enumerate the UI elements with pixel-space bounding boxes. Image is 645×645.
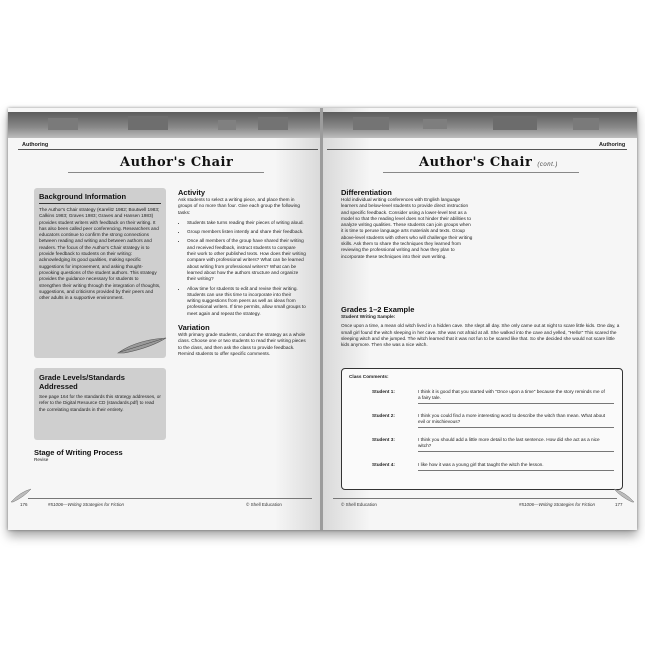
banner-texture-icon [8, 112, 322, 138]
example-text: Once upon a time, a mean old witch lived in a hidden cave. She slept all day. She only came out at night to scare little kids. One day, a small girl found the witch sleeping in her cave. She was not afraid at all. She walked into the cave and yelled, "Hello!" This scared the sleeping witch and she jumped. The witch learned that it was not fun to be scared like that. So she decided she would not scare little kids anymore. Then she was a nice witch. [341, 323, 620, 348]
example-section [341, 305, 621, 348]
activity-heading: Activity [178, 188, 206, 197]
student-comment: I think it is good that you started with "Once upon a time" because the story reminds me of a fairy tale. [418, 389, 605, 401]
page-title [419, 155, 558, 170]
list-item: • Students take turns reading their pieces of writing aloud. [187, 220, 306, 226]
student-label: Student 3: [372, 437, 395, 442]
example-subheading: Student Writing Sample: [341, 314, 396, 319]
comment-rule [418, 403, 614, 404]
title-text: Author's Chair [419, 155, 533, 170]
grade-levels-text: See page 164 for the standards this strategy addresses, or refer to the Digital Resource CD (standards.pdf) to read the correlating standards in their entirety. [39, 394, 161, 412]
student-comment: I think you could find a more interesting word to describe the witch than mean. What about evil or mischievous? [418, 413, 606, 425]
comments-heading: Class Comments: [349, 374, 389, 379]
stage-heading: Stage of Writing Process [34, 448, 123, 457]
student-comment: I like how it was a young girl that taught the witch the lesson. [418, 462, 544, 467]
comment-rule [418, 451, 614, 452]
list-item: • Allow time for students to edit and revise their writing. Students can use this time to incorporate into their writing suggestions from peers as well as ideas from professional writers. If time permits, allow small groups to meet again and repeat the strategy. [187, 286, 306, 317]
section-label: Authoring [22, 142, 49, 148]
left-page [8, 108, 322, 530]
page-number: 176 [20, 502, 28, 507]
right-banner [323, 112, 637, 138]
divider [39, 203, 161, 204]
page-number: 177 [615, 502, 623, 507]
student-label: Student 4: [372, 462, 395, 467]
student-label: Student 2: [372, 413, 395, 418]
grade-levels-heading: Grade Levels/Standards Addressed [39, 373, 125, 391]
footer-book: #51006—Writing Strategies for Fiction [519, 502, 596, 507]
title-underline [383, 172, 579, 173]
stage-text: Revise [34, 457, 49, 462]
student-comment: I think you should add a little more detail to the last sentence. How did she act as a nice witch? [418, 437, 600, 449]
open-book [8, 108, 637, 530]
title-suffix: (cont.) [537, 162, 558, 168]
footer-rule [333, 498, 617, 499]
activity-list [178, 220, 306, 317]
background-info-box [34, 188, 166, 358]
header-rule [327, 149, 627, 150]
variation-text: With primary grade students, conduct the strategy as a whole class. Choose one or two students to read their writing pieces to the class, and then ask the class to provide feedback. Remind students to offer specific comments. [178, 332, 306, 356]
quill-icon [116, 336, 168, 356]
footer-book: #51006—Writing Strategies for Fiction [48, 502, 125, 507]
left-banner [8, 112, 322, 138]
page-title: Author's Chair [120, 155, 234, 170]
section-label: Authoring [599, 142, 626, 148]
comment-rule [418, 470, 614, 471]
background-text: The Author's Chair strategy (Karelitz 1982; Boutwell 1983; Calkins 1983; Graves 1983; Graves and Hansen 1983) provides student writers with feedback on their writing. It has also been called peer conferencing. Researchers and educators continue to confirm the strong connections between reading and writing and between authors and readers. The focus of the Author's Chair strategy is to provide feedback to students on their writing: acknowledging its good qualities, making specific suggestions for improvement, and asking thought-provoking questions of the student authors. This strategy provides the guidance necessary for students to strengthen their writing through the integration of thoughts, suggestions, and criticisms provided by their peers and other adults in a supportive environment. [39, 207, 161, 301]
title-underline [68, 172, 264, 173]
footer-rule [28, 498, 312, 499]
list-item: • Group members listen intently and share their feedback. [187, 229, 306, 235]
variation-heading: Variation [178, 323, 210, 333]
class-comments-box [341, 368, 623, 490]
banner-texture-icon [323, 112, 637, 138]
student-label: Student 1: [372, 389, 395, 394]
stage-section [34, 448, 166, 463]
grade-levels-box [34, 368, 166, 440]
example-heading: Grades 1–2 Example [341, 305, 415, 314]
differentiation-heading: Differentiation [341, 188, 392, 197]
activity-intro: Ask students to select a writing piece, and place them in groups of no more than four. Give each group the following tasks: [178, 197, 300, 215]
differentiation-text: Hold individual writing conferences with English language learners and below-level students to provide direct instruction and specific feedback. Consider using a lower-level text as a model so that the reading level does not hinder their abilities to analyze writing qualities. These students can join groups when it is time to peruse language arts materials and texts. Group above-level students with others who will challenge their writing skills. Ask them to share the techniques they learned from reviewing the professional writing and how they plan to incorporate these techniques into their own writing. [341, 197, 473, 259]
right-page [323, 108, 637, 530]
activity-section [178, 188, 306, 357]
background-heading: Background Information [39, 192, 127, 201]
footer-publisher: © Shell Education [246, 502, 282, 507]
header-rule [18, 149, 318, 150]
list-item: • Once all members of the group have shared their writing and received feedback, instruct students to compare their work to other published texts. How does their writing compare with professional writers? What can be learned about writing from professional writers? What can be learned about how the authors structure and organize their writing? [187, 238, 306, 282]
footer-publisher: © Shell Education [341, 502, 377, 507]
footer-quill-icon [613, 488, 635, 504]
differentiation-section [341, 188, 473, 260]
comment-rule [418, 427, 614, 428]
